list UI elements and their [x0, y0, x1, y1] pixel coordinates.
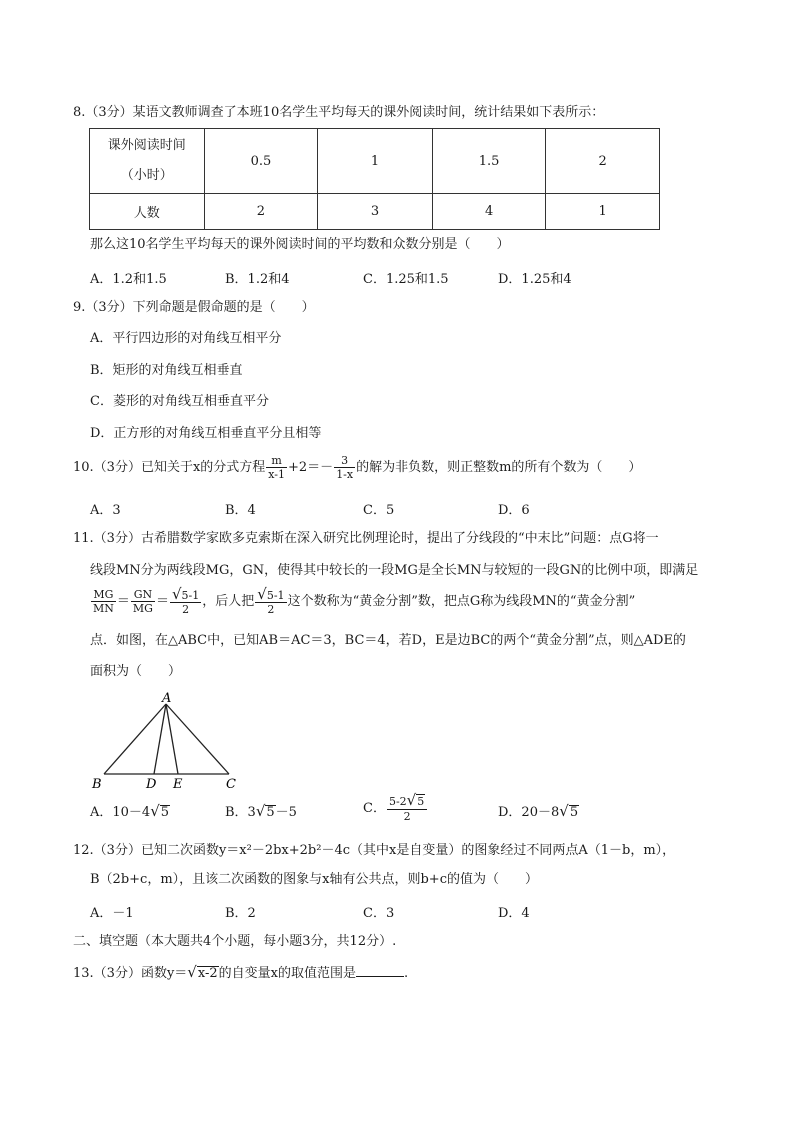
- reading-time-table: [89, 128, 660, 230]
- q11-f4-num: [255, 584, 286, 603]
- q8-option-b: B．1.2和4: [225, 272, 290, 287]
- q13-suffix: 的自变量x的取值范围是: [218, 966, 356, 981]
- q11-option-d: [498, 802, 579, 822]
- table-row-hours: [90, 129, 660, 194]
- q11-frac-golden-2: [255, 584, 286, 616]
- q11-f3-den: 2: [182, 602, 190, 616]
- q11-line4: 点．如图，在△ABC中，已知AB＝AC＝3，BC＝4，若D，E是边BC的两个“黄金分割”点，则△ADE的: [90, 633, 686, 648]
- q10-f2-den: 1-x: [336, 468, 354, 481]
- q8-option-c: C．1.25和1.5: [363, 272, 449, 287]
- q13-stem: [73, 963, 408, 983]
- sqrt-icon: √: [559, 802, 569, 820]
- q8-option-a: A．1.2和1.5: [90, 272, 167, 287]
- q11-mid: ，后人把: [202, 594, 255, 609]
- q11-opt-c-num-rad: 5: [417, 795, 425, 808]
- sqrt-icon: √: [406, 791, 417, 809]
- q10-option-c: C．5: [363, 503, 395, 518]
- q9-option-a: A．平行四边形的对角线互相平分: [90, 331, 282, 346]
- q11-opt-a-rad: 5: [160, 805, 170, 820]
- q9-option-d: D．正方形的对角线互相垂直平分且相等: [90, 426, 322, 441]
- q9-option-c: C．菱形的对角线互相垂直平分: [90, 394, 269, 409]
- q10-prefix: 10.（3分）已知关于x的分式方程: [73, 460, 266, 475]
- q12-option-d: D．4: [498, 906, 530, 921]
- q11-option-c: [363, 792, 428, 826]
- q11-option-b: [225, 802, 297, 822]
- q11-frac-mg-mn: [91, 588, 116, 615]
- q11-f4-num-text: 5-1: [266, 588, 285, 602]
- table-cell-hour: 1.5: [432, 129, 546, 194]
- q11-frac-gn-mg: [131, 588, 155, 615]
- label-e: E: [173, 777, 183, 792]
- q8-option-d: D．1.25和4: [498, 272, 572, 287]
- q10-fraction-3: [334, 454, 355, 481]
- side-ab: [104, 704, 166, 774]
- q13-end: .: [403, 966, 409, 981]
- label-a: A: [162, 691, 172, 706]
- sqrt-icon: √: [187, 963, 197, 981]
- q10-fraction-m: [266, 454, 287, 481]
- table-cell-hour: 2: [546, 129, 660, 194]
- sqrt-icon: √: [257, 584, 267, 603]
- q11-opt-b-text: B．3: [225, 805, 256, 820]
- q11-opt-b-post: －5: [275, 805, 297, 820]
- section-2-heading: 二、填空题（本大题共4个小题，每小题3分，共12分）.: [73, 934, 397, 949]
- q11-opt-c-text: C．: [363, 801, 386, 816]
- q11-option-a: [90, 802, 170, 822]
- table-cell-count: 2: [204, 194, 318, 230]
- q11-f1-num: MG: [91, 588, 116, 602]
- q11-opt-c-num: [387, 791, 427, 810]
- q11-opt-c-den: 2: [403, 810, 411, 823]
- q12-line1: 12.（3分）已知二次函数y＝x²－2bx+2b²－4c（其中x是自变量）的图象经过不同两点A（1－b，m），: [73, 843, 676, 858]
- q10-f2-num: 3: [334, 454, 355, 468]
- q11-line2: 线段MN分为两线段MG，GN，使得其中较长的一段MG是全长MN与较短的一段GN的比例中项，即满足: [90, 563, 699, 578]
- q11-frac-golden-1: [170, 584, 201, 616]
- q11-line1: 11.（3分）古希腊数学家欧多克索斯在深入研究比例理论时，提出了分线段的“中末比”问题：点G将一: [73, 531, 659, 546]
- triangle-abc-figure: [88, 690, 248, 794]
- q12-option-c: C．3: [363, 906, 395, 921]
- q13-prefix: 13.（3分）函数y＝: [73, 966, 188, 981]
- q11-f2-num: GN: [131, 588, 155, 602]
- q11-line5: 面积为（ ）: [90, 664, 182, 679]
- q10-f1-den: x-1: [268, 468, 286, 481]
- q11-f3-num-text: 5-1: [181, 588, 200, 602]
- label-c: C: [226, 777, 236, 792]
- q11-opt-b-rad: 5: [266, 805, 275, 820]
- q8-question: 那么这10名学生平均每天的课外阅读时间的平均数和众数分别是（ ）: [90, 237, 510, 252]
- q11-eq2: ＝: [155, 594, 169, 609]
- q12-option-a: A．－1: [90, 906, 134, 921]
- label-b: B: [92, 777, 102, 792]
- table-cell-count: 1: [546, 194, 660, 230]
- table-row-counts: [90, 194, 660, 230]
- q10-suffix: 的解为非负数，则正整数m的所有个数为（ ）: [356, 460, 642, 475]
- q11-tail: 这个数称为“黄金分割”数，把点G称为线段MN的“黄金分割”: [287, 594, 636, 609]
- q10-f1-num: m: [266, 454, 287, 468]
- side-ac: [166, 704, 229, 774]
- q11-opt-c-frac: [387, 791, 427, 823]
- q12-line2: B（2b+c，m），且该二次函数的图象与x轴有公共点，则b+c的值为（ ）: [90, 872, 538, 887]
- q8-stem: 8.（3分）某语文教师调查了本班10名学生平均每天的课外阅读时间，统计结果如下表所示：: [73, 105, 605, 120]
- q10-option-a: A．3: [90, 503, 121, 518]
- q11-f1-den: MN: [93, 602, 114, 615]
- sqrt-icon: √: [150, 802, 160, 820]
- q11-f3-num: [170, 584, 201, 603]
- segment-ad: [154, 704, 166, 774]
- table-cell-count: 4: [432, 194, 546, 230]
- q12-option-b: B．2: [225, 906, 256, 921]
- sqrt-icon: √: [255, 802, 266, 820]
- table-header-cell: [90, 129, 205, 194]
- table-header-line1: 课外阅读时间: [107, 138, 186, 153]
- q9-stem: 9.（3分）下列命题是假命题的是（ ）: [73, 300, 315, 315]
- q10-stem: [73, 453, 641, 483]
- table-cell-count: 3: [318, 194, 433, 230]
- q11-f4-den: 2: [267, 602, 275, 616]
- table-cell-hour: 1: [318, 129, 433, 194]
- q13-radicand: x-2: [197, 966, 218, 981]
- q10-mid: +2＝－: [288, 460, 334, 475]
- q11-opt-d-rad: 5: [569, 805, 579, 820]
- q11-eq1: ＝: [116, 594, 130, 609]
- table-header-line2: （小时）: [120, 168, 173, 183]
- q11-f2-den: MG: [132, 602, 153, 615]
- q11-opt-d-text: D．20－8: [498, 805, 560, 820]
- sqrt-icon: √: [171, 584, 182, 603]
- q11-line3: [90, 586, 635, 618]
- q10-option-d: D．6: [498, 503, 530, 518]
- q13-answer-blank[interactable]: [356, 964, 404, 977]
- table-count-label: 人数: [90, 194, 205, 230]
- q11-opt-c-num-pre: 5-2: [388, 795, 407, 808]
- table-cell-hour: 0.5: [204, 129, 318, 194]
- q9-option-b: B．矩形的对角线互相垂直: [90, 363, 243, 378]
- label-d: D: [146, 777, 157, 792]
- q10-option-b: B．4: [225, 503, 256, 518]
- q11-opt-a-text: A．10－4: [90, 805, 151, 820]
